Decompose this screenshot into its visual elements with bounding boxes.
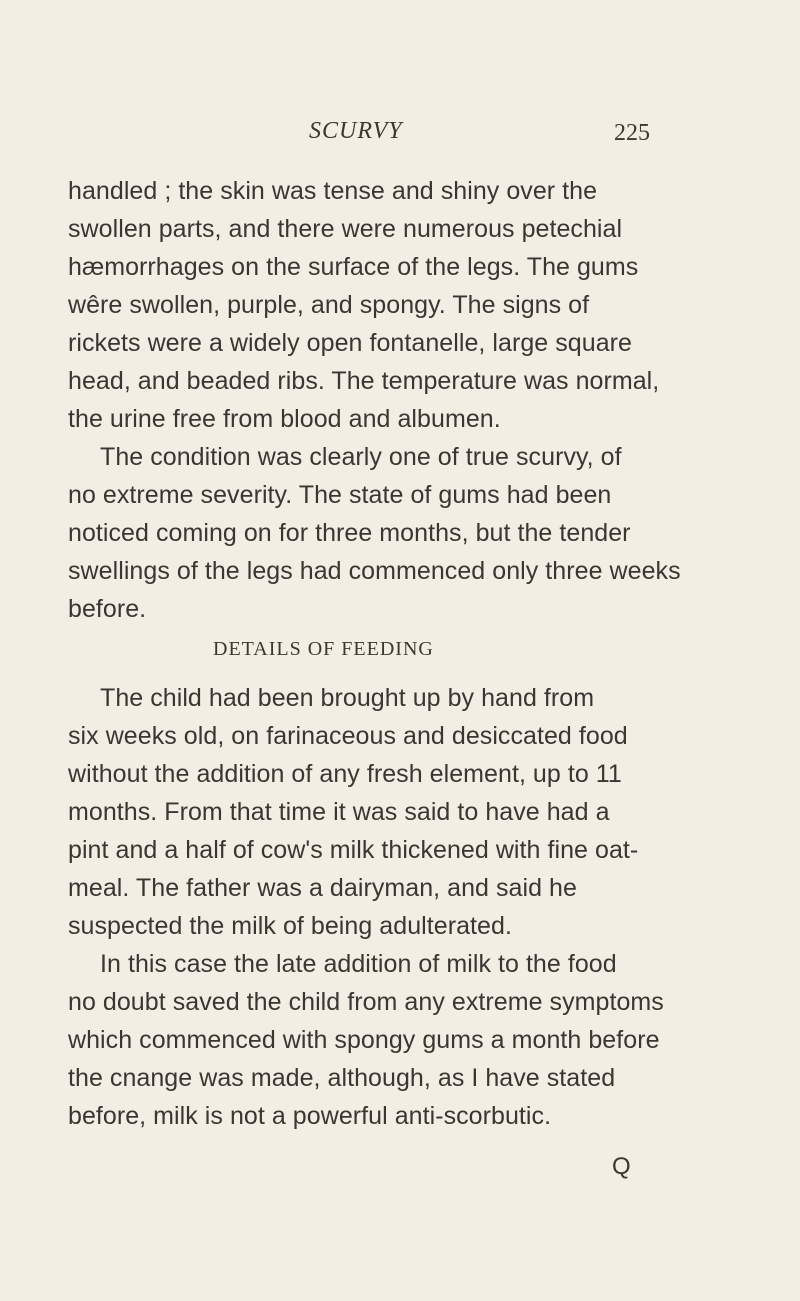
text-line: The condition was clearly one of true scurvy, of <box>100 443 622 471</box>
text-line: before, milk is not a powerful anti-scorbutic. <box>68 1102 552 1130</box>
text-line: hæmorrhages on the surface of the legs. The gums <box>68 253 639 281</box>
text-line: suspected the milk of being adulterated. <box>68 912 512 940</box>
text-line: which commenced with spongy gums a month before <box>68 1026 660 1054</box>
text-line: the cnange was made, although, as I have stated <box>68 1064 616 1092</box>
section-heading: DETAILS OF FEEDING <box>213 638 434 660</box>
text-line: no doubt saved the child from any extreme symptoms <box>68 988 664 1016</box>
text-line: without the addition of any fresh element, up to 11 <box>68 760 622 788</box>
text-line: In this case the late addition of milk to the food <box>100 950 617 978</box>
text-line: noticed coming on for three months, but the tender <box>68 519 631 547</box>
text-line: The child had been brought up by hand from <box>100 684 595 712</box>
text-line: wêre swollen, purple, and spongy. The signs of <box>68 291 590 319</box>
text-line: the urine free from blood and albumen. <box>68 405 501 433</box>
text-line: handled ; the skin was tense and shiny over the <box>68 177 598 205</box>
text-line: head, and beaded ribs. The temperature was normal, <box>68 367 660 395</box>
signature-mark: Q <box>612 1153 631 1180</box>
text-line: no extreme severity. The state of gums had been <box>68 481 612 509</box>
text-line: swellings of the legs had commenced only three weeks <box>68 557 681 585</box>
text-line: swollen parts, and there were numerous petechial <box>68 215 623 243</box>
text-line: six weeks old, on farinaceous and desiccated food <box>68 722 628 750</box>
text-line: meal. The father was a dairyman, and said he <box>68 874 577 902</box>
text-line: pint and a half of cow's milk thickened with fine oat- <box>68 836 639 864</box>
text-line: months. From that time it was said to have had a <box>68 798 610 826</box>
running-head: SCURVY <box>309 118 403 144</box>
page-number: 225 <box>614 120 650 146</box>
text-line: rickets were a widely open fontanelle, large square <box>68 329 632 357</box>
text-line: before. <box>68 595 147 623</box>
